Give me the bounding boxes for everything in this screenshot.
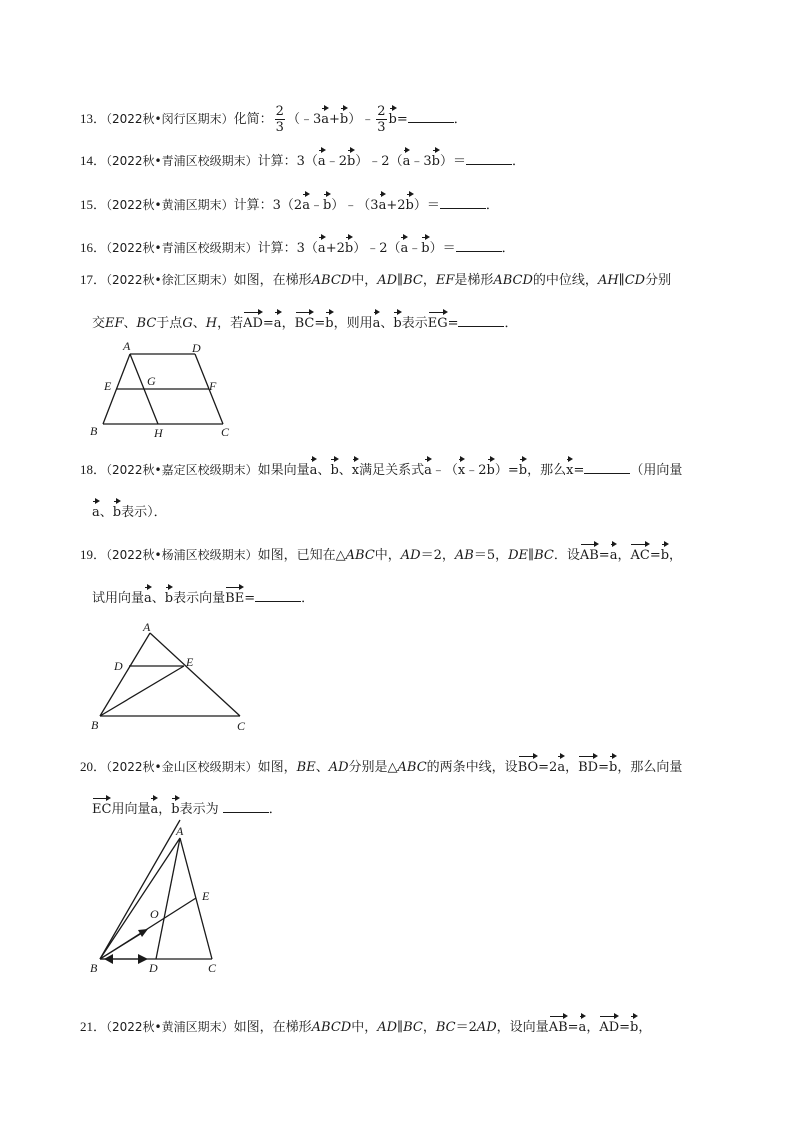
vector-b: b — [345, 235, 353, 259]
vector-a: a — [424, 457, 432, 481]
text: 、 — [338, 463, 352, 478]
text: 、 — [380, 316, 394, 331]
text: ． — [485, 198, 499, 213]
text: 如图，在梯形 — [233, 273, 312, 288]
question-20 — [80, 754, 682, 778]
label-C: C — [208, 961, 217, 975]
text: （用向量 — [630, 463, 683, 478]
question-source: （2022秋•徐汇区期末） — [106, 273, 234, 287]
text: =2 — [538, 760, 558, 775]
segment-AB — [100, 633, 150, 716]
text: ）＝ — [439, 154, 466, 169]
text: H — [205, 316, 218, 331]
vector-x: x — [566, 457, 573, 481]
question-17 — [80, 270, 671, 291]
text: ﹣（ — [431, 463, 458, 478]
vector-b: b — [609, 754, 617, 778]
text: 、 — [99, 505, 113, 520]
vector-a: a — [373, 310, 381, 334]
vector-x: x — [352, 457, 359, 481]
text: = — [619, 1020, 631, 1035]
text: ＝2 — [455, 1020, 477, 1035]
answer-blank — [255, 589, 301, 602]
question-number: 19． — [80, 547, 107, 562]
vector-a: a — [557, 754, 565, 778]
answer-blank — [584, 461, 630, 474]
text: ∥ — [397, 273, 404, 288]
question-17-line-2 — [92, 310, 518, 334]
text: = — [396, 112, 408, 127]
label-B: B — [90, 961, 98, 975]
text: 的两条中线，设 — [426, 760, 518, 775]
text: AD — [400, 548, 421, 563]
text: BE — [296, 760, 316, 775]
vector-b: b — [347, 148, 355, 172]
question-number: 18． — [80, 462, 107, 477]
question-number: 21． — [80, 1019, 107, 1034]
text: ． — [453, 112, 467, 127]
text: = — [598, 760, 609, 775]
vector-b: b — [393, 310, 401, 334]
label-E: E — [186, 655, 194, 669]
segment-AC — [150, 633, 240, 716]
vector-BE: BE — [225, 585, 244, 609]
vector-b: b — [389, 106, 397, 130]
label-O: O — [150, 907, 159, 921]
text: AD — [377, 1020, 398, 1035]
text: 表示向量 — [173, 591, 226, 606]
text: BC — [435, 1020, 456, 1035]
text: 于点 — [156, 316, 183, 331]
label-E: E — [202, 889, 210, 903]
question-16 — [80, 235, 515, 259]
vector-a: a — [150, 796, 158, 820]
question-source: （2022秋•黄浦区期末） — [106, 198, 234, 212]
question-18-line-2 — [92, 499, 167, 523]
text: 、 — [315, 760, 329, 775]
text: ）= — [494, 463, 519, 478]
text: 表示为 — [179, 802, 219, 817]
answer-blank — [223, 800, 269, 813]
text: ABCD — [311, 273, 352, 288]
text: ． — [501, 241, 515, 256]
question-source: （2022秋•嘉定区校级期末） — [106, 463, 258, 477]
vector-EC: EC — [92, 796, 111, 820]
label-F: F — [209, 379, 217, 393]
question-source: （2022秋•青浦区校级期末） — [106, 241, 258, 255]
text: 中， — [351, 1020, 378, 1035]
answer-blank — [456, 239, 502, 252]
text: 计算：3（ — [257, 154, 318, 169]
text: +2 — [325, 241, 345, 256]
question-source: （2022秋•黄浦区期末） — [106, 1020, 234, 1034]
vector-b: b — [406, 192, 414, 216]
label-A: A — [143, 620, 151, 634]
text: 如图，在梯形 — [233, 1020, 312, 1035]
text: ∥ — [618, 273, 625, 288]
text: ﹣ — [309, 198, 323, 213]
label-C: C — [237, 719, 246, 733]
text: （﹣3 — [286, 112, 322, 127]
vector-b: b — [519, 457, 527, 481]
text: DE — [508, 548, 529, 563]
text: 如果向量 — [257, 463, 310, 478]
vector-a: a — [318, 235, 326, 259]
text: ﹣ — [408, 241, 422, 256]
vector-b: b — [661, 542, 669, 566]
text: ， — [158, 802, 172, 817]
text: ． — [301, 591, 315, 606]
label-A: A — [176, 824, 184, 838]
question-number: 16． — [80, 240, 107, 255]
question-number: 20． — [80, 759, 107, 774]
vector-b: b — [323, 192, 331, 216]
label-E: E — [104, 379, 112, 393]
text: ）﹣2（ — [353, 241, 401, 256]
text: ）﹣ — [348, 112, 375, 127]
question-number: 15． — [80, 197, 107, 212]
text: 是梯形 — [454, 273, 494, 288]
text: + — [328, 112, 340, 127]
question-21 — [80, 1014, 651, 1038]
question-number: 13． — [80, 111, 107, 126]
text: ﹣2 — [465, 463, 487, 478]
text: 表示 — [401, 316, 428, 331]
vector-AB: AB — [580, 542, 599, 566]
text: 、 — [317, 463, 331, 478]
vector-b: b — [487, 457, 495, 481]
question-source: （2022秋•杨浦区校级期末） — [106, 548, 258, 562]
question-19 — [80, 542, 682, 566]
text: ﹣3 — [410, 154, 432, 169]
vector-b: b — [325, 310, 333, 334]
question-19-line-2 — [92, 585, 314, 609]
text: ，则用 — [333, 316, 373, 331]
vector-a: a — [92, 499, 100, 523]
text: BC — [534, 548, 554, 563]
text: ＝5， — [473, 548, 509, 563]
text: = — [447, 316, 459, 331]
text: = — [567, 1020, 579, 1035]
question-source: （2022秋•金山区校级期末） — [106, 760, 258, 774]
text: ． — [504, 316, 518, 331]
vector-AB: AB — [549, 1014, 568, 1038]
text: ，那么向量 — [617, 760, 683, 775]
answer-blank — [440, 196, 486, 209]
text: 、 — [151, 591, 165, 606]
text: ． — [511, 154, 525, 169]
vector-a: a — [318, 148, 326, 172]
label-H: H — [154, 426, 163, 440]
vector-b: b — [165, 585, 173, 609]
text: ＝2， — [420, 548, 455, 563]
text: 计算：3（ — [257, 241, 318, 256]
question-number: 17． — [80, 272, 107, 287]
vector-BC: BC — [295, 310, 315, 334]
vector-b: b — [432, 148, 440, 172]
text: 分别 — [645, 273, 672, 288]
question-source: （2022秋•青浦区校级期末） — [106, 154, 258, 168]
text: 试用向量 — [92, 591, 145, 606]
question-15 — [80, 192, 499, 216]
text: ）﹣（3 — [331, 198, 379, 213]
text: BC — [403, 1020, 423, 1035]
text: G — [182, 316, 193, 331]
text: ， — [281, 316, 295, 331]
text: EF — [435, 273, 455, 288]
text: ， — [422, 1020, 436, 1035]
vector-a: a — [379, 192, 387, 216]
text: ）＝ — [429, 241, 456, 256]
text: ，那么 — [527, 463, 567, 478]
text: 计算：3（2 — [233, 198, 303, 213]
fraction: $\frac{2}{3}$ — [377, 104, 386, 135]
vector-b: b — [171, 796, 179, 820]
vector-a: a — [310, 457, 318, 481]
text: AH — [597, 273, 619, 288]
answer-blank — [458, 314, 504, 327]
text: 化简： — [233, 112, 273, 127]
text: ． — [268, 802, 282, 817]
vector-a: a — [400, 235, 408, 259]
vector-b: b — [113, 499, 121, 523]
label-G: G — [147, 374, 156, 388]
text: AB — [454, 548, 474, 563]
text: ∥ — [397, 1020, 404, 1035]
segment-AB — [100, 820, 180, 959]
text: AD — [377, 273, 398, 288]
text: EF — [105, 316, 124, 331]
vector-AD: AD — [243, 310, 263, 334]
question-14 — [80, 148, 525, 172]
vector-a: a — [610, 542, 618, 566]
text: ABC — [345, 548, 375, 563]
question-source: （2022秋•闵行区期末） — [106, 112, 234, 126]
vector-BD: BD — [578, 754, 598, 778]
vector-a: a — [302, 192, 310, 216]
text: 中， — [374, 548, 401, 563]
text: ， — [669, 548, 683, 563]
text: BC — [136, 316, 157, 331]
text: ）＝ — [413, 198, 440, 213]
text: AD — [328, 760, 349, 775]
vector-AC: AC — [630, 542, 649, 566]
arrowhead-icon — [138, 929, 148, 937]
text: ，设向量 — [496, 1020, 549, 1035]
text: ABCD — [493, 273, 533, 288]
text: +2 — [386, 198, 406, 213]
text: ．设 — [553, 548, 580, 563]
text: = — [262, 316, 274, 331]
text: AD — [476, 1020, 497, 1035]
text: ∥ — [528, 548, 535, 563]
label-A: A — [123, 339, 131, 353]
vector-arrow-BO — [100, 933, 142, 959]
vector-BO: BO — [518, 754, 538, 778]
text: = — [649, 548, 661, 563]
text: 分别是△ — [348, 760, 398, 775]
label-C: C — [221, 425, 230, 439]
trapezoid-figure-17 — [80, 335, 260, 445]
vector-a: a — [144, 585, 152, 609]
vector-a: a — [321, 106, 329, 130]
text: 、 — [123, 316, 137, 331]
text: = — [244, 591, 256, 606]
text: ， — [565, 760, 579, 775]
answer-blank — [466, 152, 512, 165]
label-D: D — [192, 341, 201, 355]
text: = — [314, 316, 326, 331]
text: 交 — [92, 316, 106, 331]
text: 用向量 — [111, 802, 151, 817]
text: 中， — [351, 273, 378, 288]
text: 满足关系式 — [359, 463, 425, 478]
fraction: $\frac{2}{3}$ — [275, 104, 284, 135]
label-D: D — [114, 659, 123, 673]
text: 如图，已知在△ — [257, 548, 346, 563]
vector-a: a — [274, 310, 282, 334]
text: 的中位线， — [532, 273, 598, 288]
label-B: B — [91, 718, 99, 732]
vector-AD: AD — [599, 1014, 619, 1038]
answer-blank — [408, 110, 454, 123]
vector-EG: EG — [428, 310, 448, 334]
text: ﹣2 — [325, 154, 347, 169]
text: ABCD — [311, 1020, 352, 1035]
label-D: D — [149, 961, 158, 975]
vector-a: a — [579, 1014, 587, 1038]
text: ， — [617, 548, 631, 563]
text: BC — [403, 273, 423, 288]
text: ABC — [397, 760, 427, 775]
question-13 — [80, 104, 467, 135]
text: ，若 — [217, 316, 244, 331]
vector-b: b — [630, 1014, 638, 1038]
vector-a: a — [403, 148, 411, 172]
label-B: B — [90, 424, 98, 438]
triangle-figure-19 — [80, 618, 260, 738]
question-18 — [80, 457, 682, 481]
text: 如图， — [257, 760, 297, 775]
vector-x: x — [458, 457, 465, 481]
text: ， — [586, 1020, 600, 1035]
text: ）﹣2（ — [355, 154, 403, 169]
arrowhead-icon — [138, 954, 148, 964]
triangle-figure-20 — [80, 820, 260, 980]
text: CD — [624, 273, 646, 288]
vector-b: b — [330, 457, 338, 481]
segment-BE — [100, 666, 184, 716]
question-number: 14． — [80, 153, 107, 168]
text: 表示）． — [121, 505, 167, 520]
vector-b: b — [421, 235, 429, 259]
text: ， — [422, 273, 436, 288]
text: = — [573, 463, 585, 478]
text: = — [598, 548, 610, 563]
vector-b: b — [340, 106, 348, 130]
question-20-line-2 — [92, 796, 282, 820]
text: 、 — [192, 316, 206, 331]
text: ， — [638, 1020, 652, 1035]
